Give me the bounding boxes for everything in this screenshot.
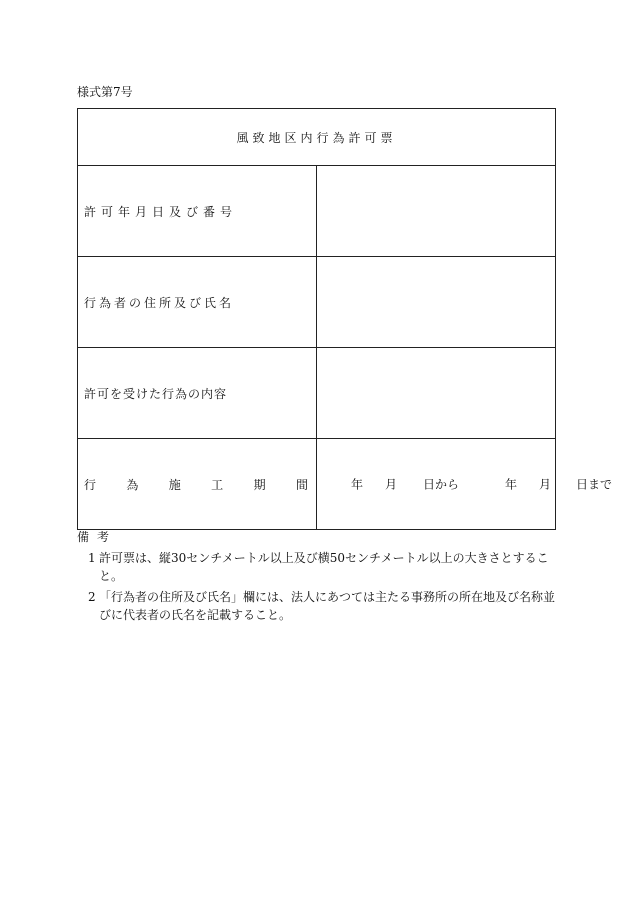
actor-address-name-label: 行為者の住所及び氏名 xyxy=(78,257,317,348)
permitted-action-value xyxy=(317,348,556,439)
construction-period-label xyxy=(78,439,317,530)
note-number: 2 xyxy=(88,590,96,604)
period-label-char: 間 xyxy=(295,477,308,492)
actor-address-name-value xyxy=(317,257,556,348)
form-number: 様式第7号 xyxy=(77,85,133,99)
note-number: 1 xyxy=(88,551,96,565)
table-row xyxy=(78,439,556,530)
notes-heading: 備考 xyxy=(77,530,118,544)
permit-sign-table xyxy=(77,108,613,530)
table-row xyxy=(78,166,556,257)
note-text: 許可票は、縦30センチメートル以上及び横50センチメートル以上の大きさとすること。 xyxy=(99,551,549,583)
period-label-char: 施 xyxy=(168,477,181,492)
permitted-action-label: 許可を受けた行為の内容 xyxy=(78,348,317,439)
table-row xyxy=(78,348,556,439)
period-month-until: 月 xyxy=(539,477,552,492)
period-label-char: 工 xyxy=(211,477,224,492)
permit-date-number-value xyxy=(317,166,556,257)
construction-period-value xyxy=(317,439,613,530)
period-label-char: 為 xyxy=(126,477,139,492)
table-row xyxy=(78,257,556,348)
note-text: 「行為者の住所及び氏名」欄には、法人にあつては主たる事務所の所在地及び名称並びに代表者の氏名を記載すること。 xyxy=(99,590,556,622)
period-year-from: 年 xyxy=(351,477,364,492)
permit-date-number-label: 許可年月日及び番号 xyxy=(78,166,317,257)
table-title: 風致地区内行為許可票 xyxy=(78,109,556,166)
table-title-row xyxy=(78,109,556,166)
note-item xyxy=(77,588,557,624)
period-year-until: 年 xyxy=(505,477,518,492)
period-day-until: 日まで xyxy=(576,477,613,492)
period-label-char: 期 xyxy=(253,477,266,492)
period-month-from: 月 xyxy=(385,477,398,492)
period-day-from: 日から xyxy=(423,477,460,492)
period-label-char: 行 xyxy=(84,477,97,492)
notes-section xyxy=(77,528,557,627)
note-item xyxy=(77,549,557,585)
